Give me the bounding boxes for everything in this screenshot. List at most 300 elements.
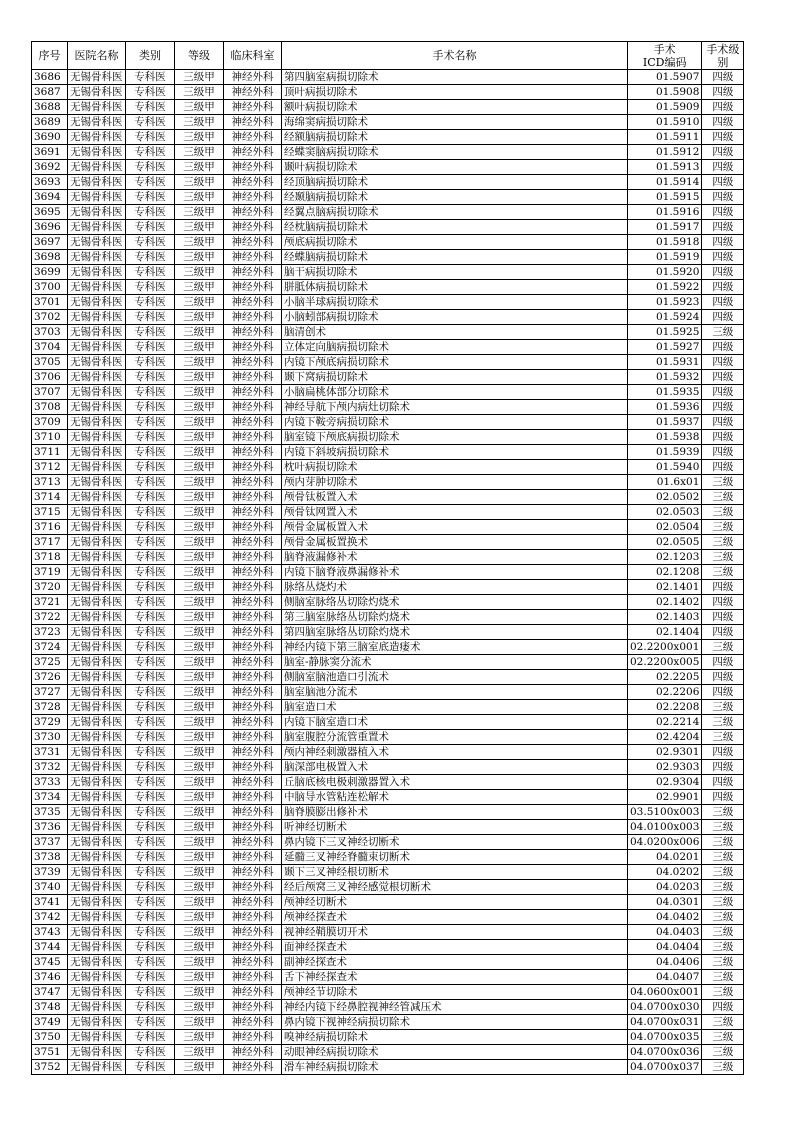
icd-code-cell: 02.2214 — [628, 715, 702, 730]
hospital-cell: 无锡骨科医 — [68, 700, 126, 715]
grade-cell: 三级甲 — [175, 295, 224, 310]
hospital-cell: 无锡骨科医 — [68, 490, 126, 505]
grade-cell: 三级甲 — [175, 355, 224, 370]
category-cell: 专科医 — [126, 865, 175, 880]
department-cell: 神经外科 — [224, 640, 282, 655]
department-cell: 神经外科 — [224, 955, 282, 970]
grade-cell: 三级甲 — [175, 145, 224, 160]
surgery-name-cell: 脑脊液漏修补术 — [282, 550, 628, 565]
surgery-level-cell: 四级 — [702, 760, 744, 775]
department-cell: 神经外科 — [224, 715, 282, 730]
department-cell: 神经外科 — [224, 85, 282, 100]
table-row — [32, 970, 744, 985]
grade-cell: 三级甲 — [175, 745, 224, 760]
seq-cell: 3751 — [32, 1045, 68, 1060]
hospital-cell: 无锡骨科医 — [68, 70, 126, 85]
surgery-name-cell: 枕叶病损切除术 — [282, 460, 628, 475]
seq-cell: 3697 — [32, 235, 68, 250]
grade-cell: 三级甲 — [175, 880, 224, 895]
table-row — [32, 700, 744, 715]
icd-code-cell: 02.1402 — [628, 595, 702, 610]
table-row — [32, 685, 744, 700]
department-cell: 神经外科 — [224, 550, 282, 565]
category-cell: 专科医 — [126, 520, 175, 535]
surgery-name-cell: 脑干病损切除术 — [282, 265, 628, 280]
department-cell: 神经外科 — [224, 250, 282, 265]
surgery-level-cell: 四级 — [702, 280, 744, 295]
seq-cell: 3696 — [32, 220, 68, 235]
department-cell: 神经外科 — [224, 295, 282, 310]
hospital-cell: 无锡骨科医 — [68, 805, 126, 820]
grade-cell: 三级甲 — [175, 580, 224, 595]
table-row — [32, 100, 744, 115]
department-cell: 神经外科 — [224, 730, 282, 745]
header-icd-line2: ICD编码 — [642, 55, 687, 69]
header-icd-line1: 手术 — [653, 42, 676, 56]
icd-code-cell: 02.0502 — [628, 490, 702, 505]
category-cell: 专科医 — [126, 550, 175, 565]
seq-cell: 3698 — [32, 250, 68, 265]
department-cell: 神经外科 — [224, 775, 282, 790]
surgery-name-cell: 顶叶病损切除术 — [282, 85, 628, 100]
seq-cell: 3707 — [32, 385, 68, 400]
grade-cell: 三级甲 — [175, 370, 224, 385]
icd-code-cell: 02.9301 — [628, 745, 702, 760]
hospital-cell: 无锡骨科医 — [68, 250, 126, 265]
department-cell: 神经外科 — [224, 70, 282, 85]
grade-cell: 三级甲 — [175, 895, 224, 910]
table-row — [32, 475, 744, 490]
hospital-cell: 无锡骨科医 — [68, 865, 126, 880]
category-cell: 专科医 — [126, 790, 175, 805]
icd-code-cell: 01.5938 — [628, 430, 702, 445]
icd-code-cell: 04.0407 — [628, 970, 702, 985]
icd-code-cell: 02.9901 — [628, 790, 702, 805]
grade-cell: 三级甲 — [175, 715, 224, 730]
icd-code-cell: 04.0301 — [628, 895, 702, 910]
table-row — [32, 430, 744, 445]
department-cell: 神经外科 — [224, 385, 282, 400]
grade-cell: 三级甲 — [175, 205, 224, 220]
department-cell: 神经外科 — [224, 835, 282, 850]
grade-cell: 三级甲 — [175, 670, 224, 685]
hospital-cell: 无锡骨科医 — [68, 955, 126, 970]
surgery-name-cell: 第四脑室脉络丛切除灼烧术 — [282, 625, 628, 640]
table-row — [32, 550, 744, 565]
surgery-name-cell: 鼻内镜下三叉神经切断术 — [282, 835, 628, 850]
category-cell: 专科医 — [126, 1000, 175, 1015]
icd-code-cell: 01.5908 — [628, 85, 702, 100]
category-cell: 专科医 — [126, 70, 175, 85]
department-cell: 神经外科 — [224, 895, 282, 910]
icd-code-cell: 04.0203 — [628, 880, 702, 895]
surgery-name-cell: 颞下窝病损切除术 — [282, 370, 628, 385]
grade-cell: 三级甲 — [175, 445, 224, 460]
table-row — [32, 70, 744, 85]
icd-code-cell: 04.0202 — [628, 865, 702, 880]
surgery-level-cell: 四级 — [702, 295, 744, 310]
grade-cell: 三级甲 — [175, 265, 224, 280]
icd-code-cell: 01.5936 — [628, 400, 702, 415]
table-row — [32, 325, 744, 340]
surgery-name-cell: 侧脑室脑池造口引流术 — [282, 670, 628, 685]
grade-cell: 三级甲 — [175, 565, 224, 580]
icd-code-cell: 01.5922 — [628, 280, 702, 295]
category-cell: 专科医 — [126, 715, 175, 730]
surgery-name-cell: 内镜下脑脊液鼻漏修补术 — [282, 565, 628, 580]
header-surgery-level — [702, 42, 744, 70]
surgery-level-cell: 四级 — [702, 205, 744, 220]
seq-cell: 3690 — [32, 130, 68, 145]
seq-cell: 3692 — [32, 160, 68, 175]
icd-code-cell: 01.5914 — [628, 175, 702, 190]
seq-cell: 3695 — [32, 205, 68, 220]
surgery-level-cell: 四级 — [702, 175, 744, 190]
surgery-name-cell: 神经导航下颅内病灶切除术 — [282, 400, 628, 415]
surgery-name-cell: 经顶脑病损切除术 — [282, 175, 628, 190]
department-cell: 神经外科 — [224, 1000, 282, 1015]
header-row — [32, 42, 744, 70]
surgery-name-cell: 小脑蚓部病损切除术 — [282, 310, 628, 325]
seq-cell: 3745 — [32, 955, 68, 970]
surgery-name-cell: 内镜下脑室造口术 — [282, 715, 628, 730]
surgery-level-cell: 三级 — [702, 640, 744, 655]
hospital-cell: 无锡骨科医 — [68, 625, 126, 640]
category-cell: 专科医 — [126, 340, 175, 355]
surgery-name-cell: 动眼神经病损切除术 — [282, 1045, 628, 1060]
seq-cell: 3730 — [32, 730, 68, 745]
department-cell: 神经外科 — [224, 265, 282, 280]
table-row — [32, 205, 744, 220]
table-row — [32, 940, 744, 955]
category-cell: 专科医 — [126, 820, 175, 835]
hospital-cell: 无锡骨科医 — [68, 220, 126, 235]
grade-cell: 三级甲 — [175, 805, 224, 820]
surgery-level-cell: 四级 — [702, 100, 744, 115]
surgery-name-cell: 颅底病损切除术 — [282, 235, 628, 250]
seq-cell: 3702 — [32, 310, 68, 325]
table-row — [32, 415, 744, 430]
surgery-name-cell: 脑室造口术 — [282, 700, 628, 715]
icd-code-cell: 02.0504 — [628, 520, 702, 535]
grade-cell: 三级甲 — [175, 235, 224, 250]
department-cell: 神经外科 — [224, 865, 282, 880]
icd-code-cell: 01.5910 — [628, 115, 702, 130]
icd-code-cell: 01.5939 — [628, 445, 702, 460]
surgery-name-cell: 颅骨金属板置入术 — [282, 520, 628, 535]
hospital-cell: 无锡骨科医 — [68, 190, 126, 205]
seq-cell: 3717 — [32, 535, 68, 550]
seq-cell: 3748 — [32, 1000, 68, 1015]
seq-cell: 3742 — [32, 910, 68, 925]
icd-code-cell: 04.0404 — [628, 940, 702, 955]
table-row — [32, 925, 744, 940]
hospital-cell: 无锡骨科医 — [68, 130, 126, 145]
category-cell: 专科医 — [126, 760, 175, 775]
table-row — [32, 610, 744, 625]
surgery-level-cell: 三级 — [702, 1030, 744, 1045]
surgery-level-cell: 四级 — [702, 445, 744, 460]
surgery-name-cell: 内镜下斜坡病损切除术 — [282, 445, 628, 460]
icd-code-cell: 02.9304 — [628, 775, 702, 790]
grade-cell: 三级甲 — [175, 535, 224, 550]
table-body — [32, 70, 744, 1075]
department-cell: 神经外科 — [224, 625, 282, 640]
seq-cell: 3706 — [32, 370, 68, 385]
department-cell: 神经外科 — [224, 880, 282, 895]
category-cell: 专科医 — [126, 490, 175, 505]
icd-code-cell: 02.2200x001 — [628, 640, 702, 655]
grade-cell: 三级甲 — [175, 925, 224, 940]
hospital-cell: 无锡骨科医 — [68, 265, 126, 280]
hospital-cell: 无锡骨科医 — [68, 205, 126, 220]
surgery-level-cell: 三级 — [702, 940, 744, 955]
table-row — [32, 790, 744, 805]
surgery-level-cell: 四级 — [702, 370, 744, 385]
surgery-name-cell: 脑室-静脉窦分流术 — [282, 655, 628, 670]
seq-cell: 3709 — [32, 415, 68, 430]
icd-code-cell: 01.5940 — [628, 460, 702, 475]
category-cell: 专科医 — [126, 415, 175, 430]
icd-code-cell: 04.0201 — [628, 850, 702, 865]
surgery-name-cell: 额叶病损切除术 — [282, 100, 628, 115]
hospital-cell: 无锡骨科医 — [68, 745, 126, 760]
category-cell: 专科医 — [126, 265, 175, 280]
surgery-level-cell: 三级 — [702, 520, 744, 535]
seq-cell: 3694 — [32, 190, 68, 205]
surgery-name-cell: 颅骨钛板置入术 — [282, 490, 628, 505]
department-cell: 神经外科 — [224, 400, 282, 415]
hospital-cell: 无锡骨科医 — [68, 145, 126, 160]
category-cell: 专科医 — [126, 925, 175, 940]
department-cell: 神经外科 — [224, 205, 282, 220]
surgery-name-cell: 颅骨金属板置换术 — [282, 535, 628, 550]
table-row — [32, 955, 744, 970]
hospital-cell: 无锡骨科医 — [68, 595, 126, 610]
icd-code-cell: 01.5925 — [628, 325, 702, 340]
department-cell: 神经外科 — [224, 655, 282, 670]
grade-cell: 三级甲 — [175, 1060, 224, 1075]
icd-code-cell: 01.5912 — [628, 145, 702, 160]
seq-cell: 3746 — [32, 970, 68, 985]
seq-cell: 3733 — [32, 775, 68, 790]
surgery-level-cell: 四级 — [702, 355, 744, 370]
grade-cell: 三级甲 — [175, 1045, 224, 1060]
hospital-cell: 无锡骨科医 — [68, 295, 126, 310]
icd-code-cell: 02.2206 — [628, 685, 702, 700]
surgery-name-cell: 第三脑室脉络丛切除灼烧术 — [282, 610, 628, 625]
table-row — [32, 460, 744, 475]
table-row — [32, 730, 744, 745]
surgery-name-cell: 小脑扁桃体部分切除术 — [282, 385, 628, 400]
seq-cell: 3718 — [32, 550, 68, 565]
seq-cell: 3741 — [32, 895, 68, 910]
surgery-level-cell: 四级 — [702, 145, 744, 160]
surgery-level-cell: 三级 — [702, 955, 744, 970]
surgery-name-cell: 脑室镜下颅底病损切除术 — [282, 430, 628, 445]
hospital-cell: 无锡骨科医 — [68, 775, 126, 790]
seq-cell: 3719 — [32, 565, 68, 580]
hospital-cell: 无锡骨科医 — [68, 550, 126, 565]
seq-cell: 3735 — [32, 805, 68, 820]
grade-cell: 三级甲 — [175, 1000, 224, 1015]
hospital-cell: 无锡骨科医 — [68, 730, 126, 745]
category-cell: 专科医 — [126, 190, 175, 205]
table-row — [32, 175, 744, 190]
hospital-cell: 无锡骨科医 — [68, 760, 126, 775]
table-row — [32, 625, 744, 640]
icd-code-cell: 01.5909 — [628, 100, 702, 115]
department-cell: 神经外科 — [224, 370, 282, 385]
department-cell: 神经外科 — [224, 805, 282, 820]
icd-code-cell: 04.0700x031 — [628, 1015, 702, 1030]
category-cell: 专科医 — [126, 955, 175, 970]
seq-cell: 3723 — [32, 625, 68, 640]
surgery-name-cell: 面神经探查术 — [282, 940, 628, 955]
surgery-name-cell: 经蝶窦脑病损切除术 — [282, 145, 628, 160]
surgery-level-cell: 三级 — [702, 865, 744, 880]
department-cell: 神经外科 — [224, 355, 282, 370]
category-cell: 专科医 — [126, 985, 175, 1000]
category-cell: 专科医 — [126, 370, 175, 385]
hospital-cell: 无锡骨科医 — [68, 115, 126, 130]
category-cell: 专科医 — [126, 85, 175, 100]
department-cell: 神经外科 — [224, 310, 282, 325]
category-cell: 专科医 — [126, 400, 175, 415]
department-cell: 神经外科 — [224, 1045, 282, 1060]
icd-code-cell: 04.0402 — [628, 910, 702, 925]
department-cell: 神经外科 — [224, 850, 282, 865]
seq-cell: 3714 — [32, 490, 68, 505]
surgery-level-cell: 三级 — [702, 475, 744, 490]
department-cell: 神经外科 — [224, 580, 282, 595]
surgery-level-cell: 三级 — [702, 715, 744, 730]
category-cell: 专科医 — [126, 1045, 175, 1060]
grade-cell: 三级甲 — [175, 730, 224, 745]
department-cell: 神经外科 — [224, 460, 282, 475]
hospital-cell: 无锡骨科医 — [68, 400, 126, 415]
table-row — [32, 1060, 744, 1075]
department-cell: 神经外科 — [224, 340, 282, 355]
hospital-cell: 无锡骨科医 — [68, 685, 126, 700]
icd-code-cell: 01.5907 — [628, 70, 702, 85]
surgery-level-cell: 四级 — [702, 610, 744, 625]
icd-code-cell: 04.0700x030 — [628, 1000, 702, 1015]
icd-code-cell: 02.1208 — [628, 565, 702, 580]
surgery-level-cell: 四级 — [702, 115, 744, 130]
seq-cell: 3728 — [32, 700, 68, 715]
table-row — [32, 85, 744, 100]
table-row — [32, 580, 744, 595]
surgery-name-cell: 经蝶脑病损切除术 — [282, 250, 628, 265]
surgery-level-cell: 三级 — [702, 820, 744, 835]
category-cell: 专科医 — [126, 880, 175, 895]
grade-cell: 三级甲 — [175, 505, 224, 520]
icd-code-cell: 01.5931 — [628, 355, 702, 370]
seq-cell: 3736 — [32, 820, 68, 835]
seq-cell: 3701 — [32, 295, 68, 310]
icd-code-cell: 01.5918 — [628, 235, 702, 250]
category-cell: 专科医 — [126, 565, 175, 580]
department-cell: 神经外科 — [224, 235, 282, 250]
surgery-level-cell: 三级 — [702, 1015, 744, 1030]
grade-cell: 三级甲 — [175, 985, 224, 1000]
seq-cell: 3687 — [32, 85, 68, 100]
icd-code-cell: 02.4204 — [628, 730, 702, 745]
surgery-level-cell: 三级 — [702, 910, 744, 925]
surgery-level-cell: 三级 — [702, 895, 744, 910]
grade-cell: 三级甲 — [175, 130, 224, 145]
icd-code-cell: 02.2208 — [628, 700, 702, 715]
hospital-cell: 无锡骨科医 — [68, 1015, 126, 1030]
surgery-name-cell: 听神经切断术 — [282, 820, 628, 835]
icd-code-cell: 01.5927 — [628, 340, 702, 355]
header-icd-code — [628, 42, 702, 70]
grade-cell: 三级甲 — [175, 70, 224, 85]
header-grade: 等级 — [175, 42, 224, 70]
surgery-level-cell: 三级 — [702, 535, 744, 550]
department-cell: 神经外科 — [224, 490, 282, 505]
table-row — [32, 715, 744, 730]
hospital-cell: 无锡骨科医 — [68, 280, 126, 295]
surgery-name-cell: 丘脑底核电极刺激器置入术 — [282, 775, 628, 790]
hospital-cell: 无锡骨科医 — [68, 460, 126, 475]
table-row — [32, 445, 744, 460]
seq-cell: 3727 — [32, 685, 68, 700]
surgery-level-cell: 三级 — [702, 985, 744, 1000]
seq-cell: 3739 — [32, 865, 68, 880]
surgery-name-cell: 经后颅窝三叉神经感觉根切断术 — [282, 880, 628, 895]
category-cell: 专科医 — [126, 475, 175, 490]
seq-cell: 3732 — [32, 760, 68, 775]
table-row — [32, 295, 744, 310]
seq-cell: 3710 — [32, 430, 68, 445]
table-row — [32, 115, 744, 130]
category-cell: 专科医 — [126, 655, 175, 670]
surgery-level-cell: 四级 — [702, 85, 744, 100]
hospital-cell: 无锡骨科医 — [68, 520, 126, 535]
hospital-cell: 无锡骨科医 — [68, 670, 126, 685]
grade-cell: 三级甲 — [175, 595, 224, 610]
seq-cell: 3699 — [32, 265, 68, 280]
grade-cell: 三级甲 — [175, 85, 224, 100]
department-cell: 神经外科 — [224, 430, 282, 445]
seq-cell: 3729 — [32, 715, 68, 730]
surgery-level-cell: 四级 — [702, 625, 744, 640]
department-cell: 神经外科 — [224, 505, 282, 520]
icd-code-cell: 04.0100x003 — [628, 820, 702, 835]
grade-cell: 三级甲 — [175, 955, 224, 970]
hospital-cell: 无锡骨科医 — [68, 655, 126, 670]
surgery-name-cell: 鼻内镜下视神经病损切除术 — [282, 1015, 628, 1030]
surgery-level-cell: 四级 — [702, 400, 744, 415]
table-row — [32, 805, 744, 820]
seq-cell: 3708 — [32, 400, 68, 415]
hospital-cell: 无锡骨科医 — [68, 355, 126, 370]
grade-cell: 三级甲 — [175, 385, 224, 400]
table-row — [32, 340, 744, 355]
icd-code-cell: 01.5913 — [628, 160, 702, 175]
hospital-cell: 无锡骨科医 — [68, 85, 126, 100]
surgery-name-cell: 滑车神经病损切除术 — [282, 1060, 628, 1075]
seq-cell: 3752 — [32, 1060, 68, 1075]
icd-code-cell: 03.5100x003 — [628, 805, 702, 820]
surgery-name-cell: 中脑导水管粘连松解术 — [282, 790, 628, 805]
grade-cell: 三级甲 — [175, 865, 224, 880]
grade-cell: 三级甲 — [175, 760, 224, 775]
category-cell: 专科医 — [126, 775, 175, 790]
hospital-cell: 无锡骨科医 — [68, 790, 126, 805]
